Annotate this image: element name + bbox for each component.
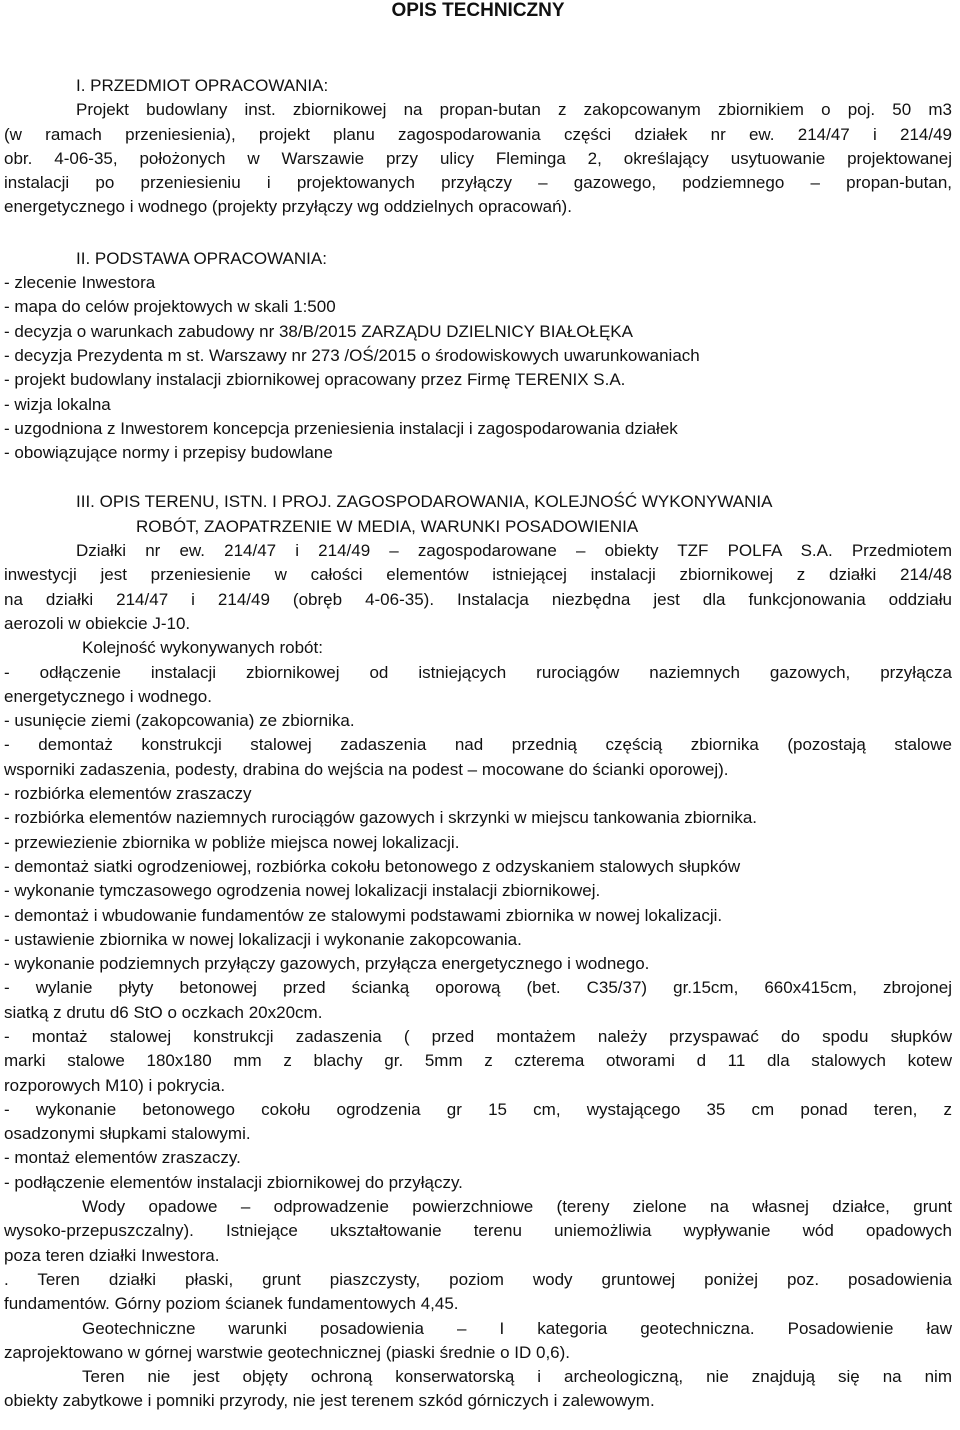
geotechnical-line: zaprojektowano w górnej warstwie geotechnicznej (piaski średnie o ID 0,6). (4, 1342, 571, 1362)
work-item-line: - wykonanie tymczasowego ogrodzenia nowej lokalizacji instalacji zbiornikowej. (4, 881, 601, 901)
work-item-line: - demontaż i wbudowanie fundamentów ze stalowymi podstawami zbiornika w nowej lokalizacji. (4, 905, 723, 925)
protection-line: obiekty zabytkowe i pomniki przyrody, nie jest terenem szkód górniczych i zalewowym. (4, 1391, 655, 1411)
work-item-line: rozporowych M10) i pokrycia. (4, 1075, 226, 1095)
basis-list-item: - decyzja o warunkach zabudowy nr 38/B/2015 ZARZĄDU DZIELNICY BIAŁOŁĘKA (4, 321, 633, 341)
work-item-line: marki stalowe 180x180 mm z blachy gr. 5mm z czterema otworami d 11 dla stalowych kotew (4, 1051, 952, 1071)
work-item-line: - demontaż konstrukcji stalowej zadaszenia nad przednią częścią zbiornika (pozostają stalowe (4, 735, 952, 755)
basis-list-item: - mapa do celów projektowych w skali 1:500 (4, 297, 336, 317)
section-2-heading: II. PODSTAWA OPRACOWANIA: (76, 248, 327, 268)
section-3-intro-line: aerozoli w obiekcie J-10. (4, 613, 191, 633)
stormwater-line: poza teren działki Inwestora. (4, 1245, 220, 1265)
work-item-line: - ustawienie zbiornika w nowej lokalizacji i wykonanie zakopcowania. (4, 929, 522, 949)
work-item-line: - odłączenie instalacji zbiornikowej od istniejących rurociągów naziemnych gazowych, przyłącza (4, 662, 952, 682)
work-item-line: - wylanie płyty betonowej przed ścianką oporową (bet. C35/37) gr.15cm, 660x415cm, zbrojonej (4, 978, 952, 998)
section-3-heading-continued: ROBÓT, ZAOPATRZENIE W MEDIA, WARUNKI POSADOWIENIA (136, 516, 639, 536)
section-3-heading: III. OPIS TERENU, ISTN. I PROJ. ZAGOSPODAROWANIA, KOLEJNOŚĆ WYKONYWANIA (76, 492, 773, 512)
section-1-line: Projekt budowlany inst. zbiornikowej na propan-butan z zakopcowanym zbiornikiem o poj. 50 m3 (76, 100, 952, 120)
work-item-line: - usunięcie ziemi (zakopcowania) ze zbiornika. (4, 711, 355, 731)
work-item-line: - montaż elementów zraszaczy. (4, 1148, 241, 1168)
terrain-line: fundamentów. Górny poziom ścianek fundamentowych 4,45. (4, 1294, 459, 1314)
basis-list-item: - wizja lokalna (4, 394, 111, 414)
stormwater-line: Wody opadowe – odprowadzenie powierzchniowe (tereny zielone na własnej działce, grunt (82, 1197, 952, 1217)
work-item-line: siatką z drutu d6 StO o oczkach 20x20cm. (4, 1002, 323, 1022)
spacer (4, 22, 952, 74)
basis-list-item: - decyzja Prezydenta m st. Warszawy nr 273 /OŚ/2015 o środowiskowych uwarunkowaniach (4, 345, 700, 365)
geotechnical-line: Geotechniczne warunki posadowienia – I kategoria geotechniczna. Posadowienie ław (82, 1318, 952, 1338)
document-title: OPIS TECHNICZNY (391, 0, 565, 21)
work-item-line: - podłączenie elementów instalacji zbiornikowej do przyłączy. (4, 1172, 463, 1192)
basis-list-item: - obowiązujące normy i przepisy budowlane (4, 443, 333, 463)
work-item-line: - montaż stalowej konstrukcji zadaszenia ( przed montażem należy przyspawać do spodu słupków (4, 1026, 952, 1046)
stormwater-line: wysoko-przepuszczalny). Istniejące ukształtowanie terenu uniemożliwia wypływanie wód opadowych (4, 1221, 952, 1241)
basis-list-item: - projekt budowlany instalacji zbiornikowej opracowany przez Firmę TERENIX S.A. (4, 370, 626, 390)
work-item-line: wsporniki zadaszenia, podesty, drabina do wejścia na podest – mocowane do ścianki oporowej). (4, 759, 729, 779)
basis-list-item: - uzgodniona z Inwestorem koncepcja przeniesienia instalacji i zagospodarowania działek (4, 418, 678, 438)
section-1-heading: I. PRZEDMIOT OPRACOWANIA: (76, 76, 329, 95)
spacer (4, 465, 952, 490)
section-3-intro-line: inwestycji jest przeniesienie w całości elementów istniejącej instalacji zbiornikowej z działki 214/48 (4, 565, 952, 585)
section-1-line: (w ramach przeniesienia), projekt planu zagospodarowania części działek nr ew. 214/47 i 214/49 (4, 124, 952, 144)
work-item-line: energetycznego i wodnego. (4, 686, 212, 706)
work-item-line: - demontaż siatki ogrodzeniowej, rozbiórka cokołu betonowego z odzyskaniem stalowych słupków (4, 856, 741, 876)
spacer (4, 220, 952, 247)
terrain-line: . Teren działki płaski, grunt piaszczysty, poziom wody gruntowej poniżej poz. posadowienia (4, 1269, 952, 1289)
work-item-line: - przewiezienie zbiornika w pobliże miejsca nowej lokalizacji. (4, 832, 460, 852)
work-item-line: - rozbiórka elementów zraszaczy (4, 784, 252, 804)
basis-list-item: - zlecenie Inwestora (4, 273, 156, 293)
work-item-line: - rozbiórka elementów naziemnych rurociągów gazowych i skrzynki w miejscu tankowania zbiornika. (4, 808, 758, 828)
section-1-line: obr. 4-06-35, położonych w Warszawie przy ulicy Fleminga 2, określający usytuowanie projektowanej (4, 148, 952, 168)
section-1-line: energetycznego i wodnego (projekty przyłączy wg oddzielnych opracowań). (4, 197, 572, 217)
section-3-intro-line: Działki nr ew. 214/47 i 214/49 – zagospodarowane – obiekty TZF POLFA S.A. Przedmiotem (76, 541, 952, 561)
work-order-heading: Kolejność wykonywanych robót: (82, 638, 323, 658)
protection-line: Teren nie jest objęty ochroną konserwatorską i archeologiczną, nie znajdują się na nim (82, 1367, 952, 1387)
work-item-line: osadzonymi słupkami stalowymi. (4, 1124, 251, 1144)
section-1-line: instalacji po przeniesieniu i projektowanych przyłączy – gazowego, podziemnego – propan-butan, (4, 173, 952, 193)
work-item-line: - wykonanie betonowego cokołu ogrodzenia gr 15 cm, wystającego 35 cm ponad teren, z (4, 1099, 952, 1119)
section-3-intro-line: na działki 214/47 i 214/49 (obręb 4-06-35). Instalacja niezbędna jest dla funkcjonowania oddziału (4, 589, 952, 609)
work-item-line: - wykonanie podziemnych przyłączy gazowych, przyłącza energetycznego i wodnego. (4, 954, 650, 974)
